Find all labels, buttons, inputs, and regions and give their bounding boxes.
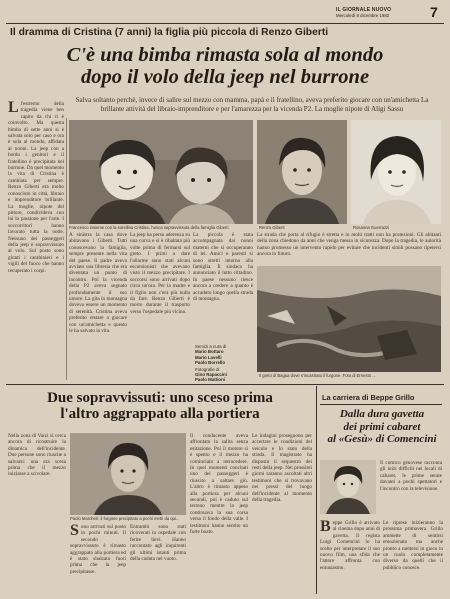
sidebar-title-line-1: Dalla dura gavetta xyxy=(339,408,425,420)
second-column-1: Nella zona di Varzi si cerca ancora di ricostruire la dinamica dell'incidente. Due persone sono riuscite a salvarsi: una era scesa prima che il mezzo iniziasse a scivolare. xyxy=(8,433,66,478)
main-headline xyxy=(0,45,450,88)
children-photo-image xyxy=(69,120,253,224)
sidebar-column-3: Le riprese inizieranno la prossima primavera. Grillo ammette di sentirsi emozionato ma anche pronto a mettersi in gioco in un ruolo completamente diverso da quelli che il pubblico conosce. xyxy=(383,520,443,571)
caption-survivor: Paolo Marcheri: il furgone precipitato a pochi metri da qui... xyxy=(70,516,180,521)
article-column-4: La piccola è stata accompagnata dai nonni materni che si occuperanno di lei. Amici e parenti si sono stretti intorno alla famiglia. Il sindaco ha annunciato il lutto cittadino. In paese nessuno riesce ancora a credere a quanto è accaduto lungo quella strada di montagna. xyxy=(193,232,253,303)
masthead-rule xyxy=(6,23,444,24)
photo-renzo-giberti xyxy=(257,120,347,224)
credits-services-label: Servizi a cura di xyxy=(195,344,227,349)
sidebar-label: La carriera di Beppe Grillo xyxy=(322,393,415,402)
credits-box xyxy=(195,344,253,383)
masthead-paper-name: IL GIORNALE NUOVO xyxy=(336,7,392,13)
credits-name-3: Paolo Borrello xyxy=(195,360,226,366)
ravine-photo-image xyxy=(257,266,441,372)
rosanna-photo-image xyxy=(351,120,441,224)
sidebar-title-line-3: al «Gesù» di Comencini xyxy=(327,433,437,446)
credits-name-1: Mario Bottaro xyxy=(195,349,224,355)
sidebar-divider xyxy=(316,386,317,594)
caption-ravine: Il greto di Bagua dove s'incastrato il furgone. Foto di Ernesto ... xyxy=(259,373,376,378)
second-column-3: Entrambi sono stati ricoverati in ospedale con ferite lievi. Hanno raccontato agli inquirenti gli ultimi istanti prima della caduta nel vuoto. xyxy=(130,524,186,563)
sidebar-column-1: Il comico genovese racconta gli inizi difficili nei locali di cabaret, le prime serate davanti a pochi spettatori e l'incontro con la televisione. xyxy=(380,460,442,492)
sidebar-label-rule xyxy=(320,404,442,405)
column-divider-1 xyxy=(66,118,67,380)
sidebar-title-line-2: dei primi cabaret xyxy=(343,420,421,433)
grillo-photo-image xyxy=(320,460,376,514)
second-headline-line-1: Due sopravvissuti: uno sceso prima xyxy=(47,390,273,406)
article-column-2: A sinistra la casa dove abitavano i Giberti. Tutti conoscevano la famiglia, sempre presente nella vita del paese. Il padre aveva avviato una libreria che era diventata un punto di incontro. Poi la vicenda della P2 aveva segnato profondamente il suo umore. La gita in montagna doveva essere un momento di serenità. Cristina aveva preferito restare a giocare con un'amichetta e questo le ha salvato la vita. xyxy=(69,232,127,335)
photo-children xyxy=(69,120,253,224)
page-number: 7 xyxy=(430,4,438,20)
second-column-4: Il conducente aveva affrontato la salita senza esitazione. Poi il motore si è spento e il mezzo ha cominciato a retrocedere. In quei momenti concitati uno dei passeggeri è riuscito a saltare giù. L'altro è rimasto appeso alla portiera per alcuni secondi, poi è caduto sul terreno mentre la jeep continuava la sua corsa verso il fondo della valle. I testimoni hanno sentito un forte boato. xyxy=(190,433,248,536)
caption-renzo: Renzo Giberti xyxy=(259,225,285,230)
credits-name-2: Mario Lavelli xyxy=(195,354,222,360)
masthead-date: Mercoledì 8 dicembre 1982 xyxy=(336,13,390,18)
article-column-3: La jeep ha perso aderenza su una curva e si è ribaltata più volte prima di fermarsi sul greto. I primi a dare l'allarme sono stati alcuni escursionisti che avevano visto il mezzo precipitare. I soccorsi sono arrivati dopo circa un'ora. Per la madre e il figlio non c'era più nulla da fare. Renzo Giberti è morto durante il trasporto verso l'ospedale più vicino. xyxy=(130,232,190,315)
article-column-5: La strada che porta al rifugio è stretta e in molti tratti non ha protezioni. Gli abitanti della zona chiedono da anni che venga messa in sicurezza. Dopo la tragedia, le autorità hanno promesso un intervento rapido per evitare che incidenti simili possano ripetersi ancora in futuro. xyxy=(257,232,441,258)
photo-beppe-grillo xyxy=(320,460,376,514)
second-column-5: Le indagini proseguono per accertare le condizioni del veicolo e lo stato della strada. Il magistrato ha disposto il sequestro dei resti della jeep. Nei prossimi giorni saranno ascoltati altri testimoni che si trovavano nei pressi del luogo dell'incidente al momento della tragedia. xyxy=(252,433,312,504)
photo-ravine xyxy=(257,266,441,372)
sidebar-column-2: Beppe Grillo è arrivato al cinema dopo anni di gavetta. Il regista Luigi Comencini lo ha scelto per interpretare il suo nuovo film, una sfida che l'attore affronta con entusiasmo. xyxy=(320,520,380,571)
article-column-1: Ll'estremo della tragedia viene ben capito da chi ci è coinvolto. Ma questa bimba di sette anni si è salvata solo per caso e ora è sola al mondo, affidata ai nonni. La jeep con a bordo i genitori e il fratellino è precipitata nel burrone. Da quel momento la vita di Cristina è cambiata per sempre. Renzo Giberti era molto conosciuto in città, libraio e imprenditore brillante. La moglie, nipote del pittore, condivideva con lui la passione per l'arte. I soccorritori hanno lavorato tutta la notte. Nessuno dei passeggeri della jeep è sopravvissuto al volo. Sul posto sono giunti i carabinieri e i vigili del fuoco che hanno recuperato i corpi. xyxy=(8,101,64,274)
second-story-headline xyxy=(8,390,312,422)
section-divider xyxy=(6,384,444,385)
photo-rosanna-guerrazzi xyxy=(351,120,441,224)
credits-photos-label: Fotografie di xyxy=(195,366,220,372)
renzo-photo-image xyxy=(257,120,347,224)
sidebar-title xyxy=(318,408,446,446)
survivor-photo-image xyxy=(70,433,186,515)
caption-rosanna: Rosanna Guerrazzi xyxy=(353,225,390,230)
headline-line-2: dopo il volo della jeep nel burrone xyxy=(80,65,370,88)
photo-survivor xyxy=(70,433,186,515)
credits-photo-name-2: Paolo Mattioni xyxy=(195,377,226,383)
credits-photo-name-1: Gino Rapaccini xyxy=(195,372,227,378)
subheadline: Salva soltanto perchè, invece di salire sul mezzo con mamma, papà e il fratellino, aveva preferito giocare con un'amichetta La brillante attività del libraio-imprenditore e per l'amarezza per la vicenda P2. La moglie nipote di Aligi Sassu xyxy=(75,96,429,113)
second-column-2: Sono arrivati sul posto in pochi minuti. Il secondo sopravvissuto è rimasto aggrappato alla portiera ed è stato sbalzato fuori prima che la jeep precipitasse. xyxy=(70,524,126,575)
second-headline-line-2: l'altro aggrappato alla portiera xyxy=(60,406,260,422)
caption-children: Francesco insieme con la sorellina Cristina, l'unica sopravvissuta della famiglia Giberti xyxy=(69,225,229,230)
headline-line-1: C'è una bimba rimasta sola al mondo xyxy=(66,44,384,66)
kicker: Il dramma di Cristina (7 anni) la figlia più piccola di Renzo Giberti xyxy=(10,27,329,38)
